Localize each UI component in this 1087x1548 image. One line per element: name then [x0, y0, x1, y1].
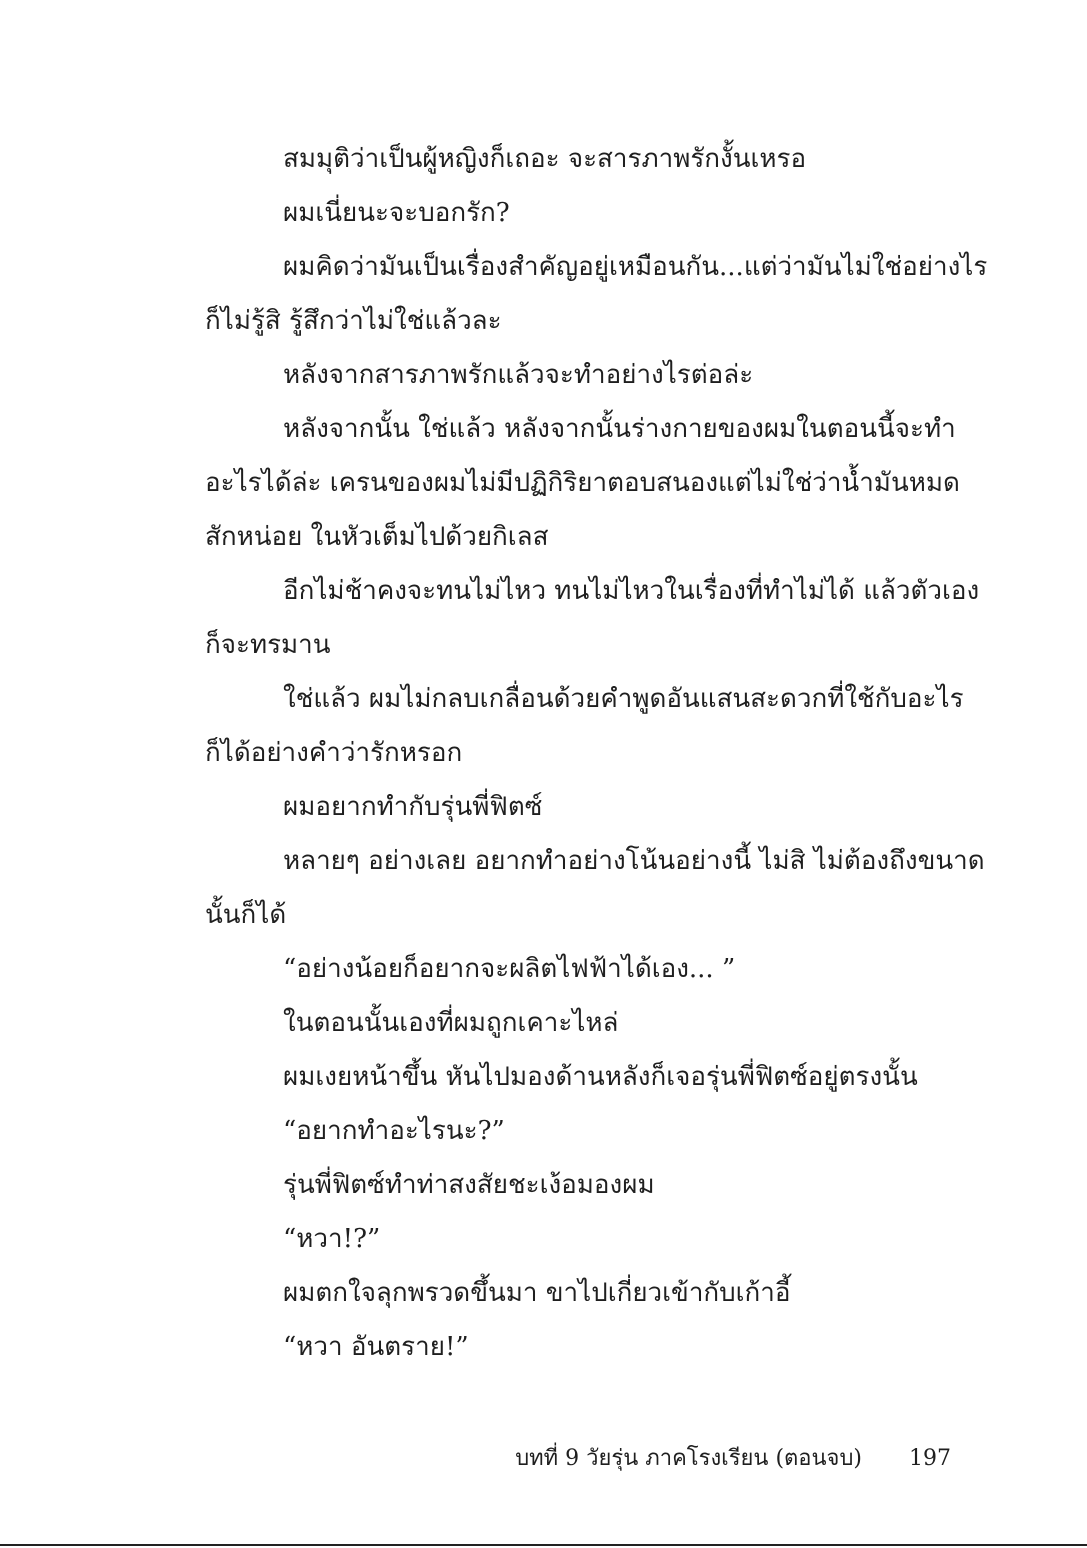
text-line: ผมเงยหน้าขึ้น หันไปมองด้านหลังก็เจอรุ่นพี่ฟิตซ์อยู่ตรงนั้น [283, 1062, 918, 1092]
text-line: “หวา!?” [283, 1224, 381, 1254]
chapter-title: บทที่ 9 วัยรุ่น ภาคโรงเรียน (ตอนจบ) [515, 1446, 862, 1471]
text-line: ก็ได้อย่างคำว่ารักหรอก [205, 738, 463, 768]
text-line: หลังจากสารภาพรักแล้วจะทำอย่างไรต่อล่ะ [283, 360, 754, 390]
text-line: ก็จะทรมาน [205, 630, 331, 660]
text-line: ผมเนี่ยนะจะบอกรัก? [283, 198, 510, 228]
text-line: สักหน่อย ในหัวเต็มไปด้วยกิเลส [205, 522, 549, 552]
text-line: อีกไม่ช้าคงจะทนไม่ไหว ทนไม่ไหวในเรื่องที่ทำไม่ได้ แล้วตัวเอง [283, 576, 980, 606]
text-line: “หวา อันตราย!” [283, 1332, 469, 1362]
text-line: นั้นก็ได้ [205, 900, 287, 930]
bottom-divider [0, 1544, 1087, 1546]
text-line: ผมอยากทำกับรุ่นพี่ฟิตซ์ [283, 792, 543, 822]
text-line: รุ่นพี่ฟิตซ์ทำท่าสงสัยชะเง้อมองผม [283, 1170, 655, 1200]
text-line: อะไรได้ล่ะ เครนของผมไม่มีปฏิกิริยาตอบสนองแต่ไม่ใช่ว่าน้ำมันหมด [205, 468, 960, 498]
text-line: หลายๆ อย่างเลย อยากทำอย่างโน้นอย่างนี้ ไม่สิ ไม่ต้องถึงขนาด [283, 846, 985, 876]
text-line: สมมุติว่าเป็นผู้หญิงก็เถอะ จะสารภาพรักงั้นเหรอ [283, 144, 807, 174]
page-body-text [205, 132, 988, 1374]
text-line: ก็ไม่รู้สิ รู้สึกว่าไม่ใช่แล้วละ [205, 306, 502, 336]
page-number: 197 [909, 1446, 951, 1471]
text-line: หลังจากนั้น ใช่แล้ว หลังจากนั้นร่างกายของผมในตอนนี้จะทำ [283, 414, 956, 444]
text-line: ในตอนนั้นเองที่ผมถูกเคาะไหล่ [283, 1008, 619, 1038]
page-footer [515, 1440, 951, 1475]
text-line: ผมตกใจลุกพรวดขึ้นมา ขาไปเกี่ยวเข้ากับเก้าอี้ [283, 1278, 791, 1308]
text-line: “อย่างน้อยก็อยากจะผลิตไฟฟ้าได้เอง... ” [283, 954, 736, 984]
text-line: ใช่แล้ว ผมไม่กลบเกลื่อนด้วยคำพูดอันแสนสะดวกที่ใช้กับอะไร [283, 684, 964, 714]
text-line: “อยากทำอะไรนะ?” [283, 1116, 505, 1146]
text-line: ผมคิดว่ามันเป็นเรื่องสำคัญอยู่เหมือนกัน...แต่ว่ามันไม่ใช่อย่างไร [283, 252, 988, 282]
